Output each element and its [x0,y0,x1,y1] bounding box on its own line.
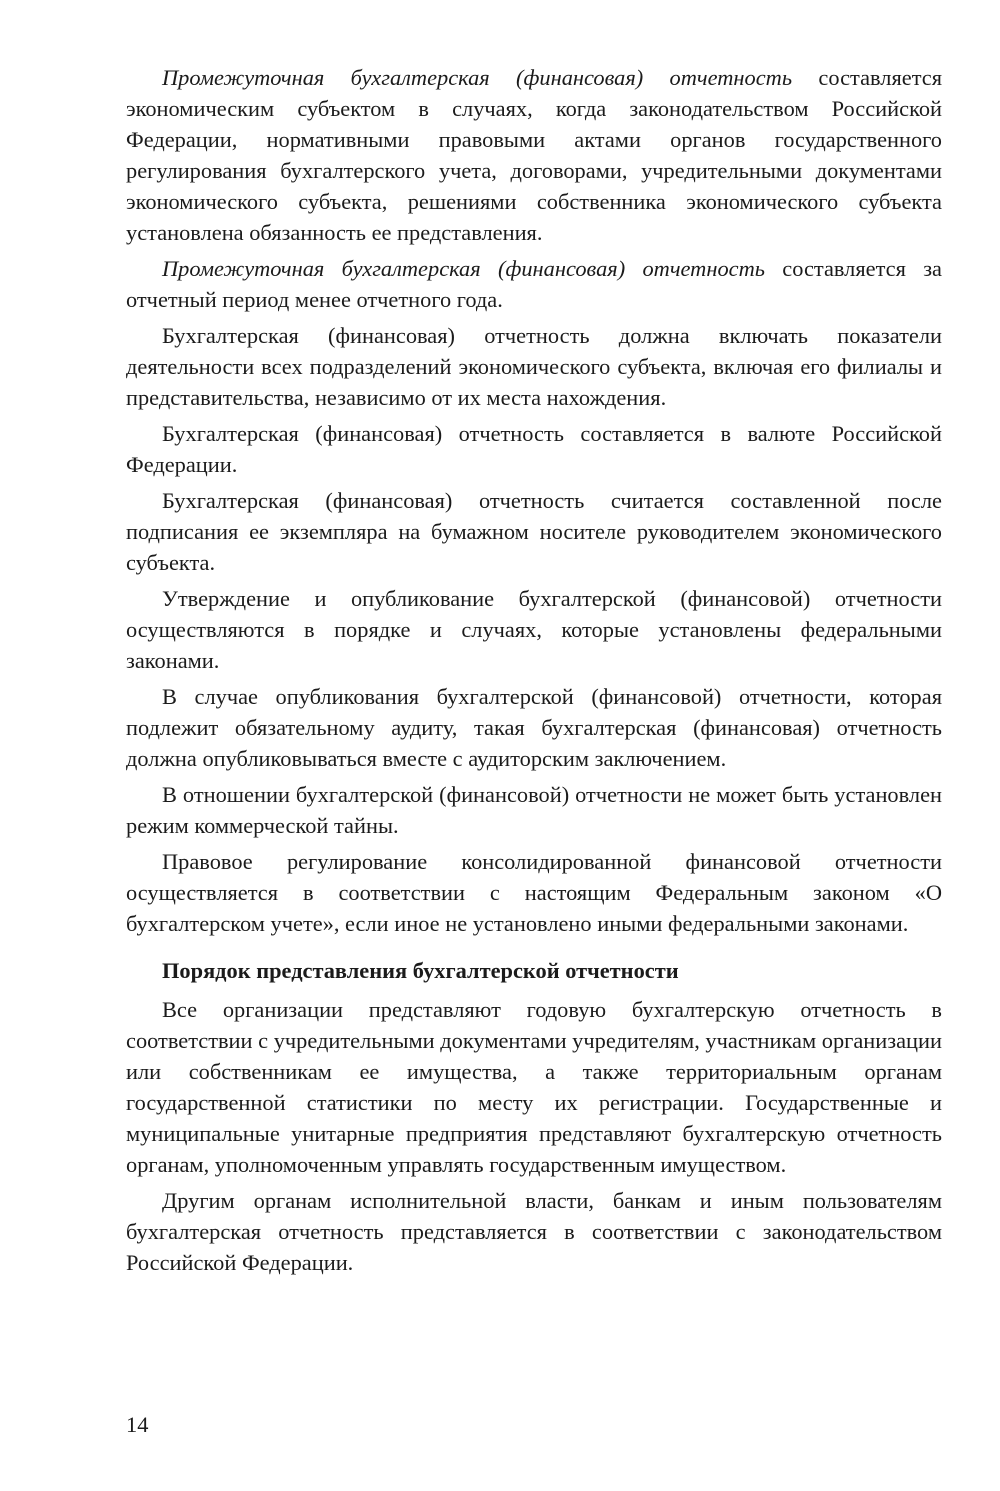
paragraph-text: составляется экономическим субъектом в случаях, когда законодательством Российской Федерации, нормативными правовыми актами органов государственного регулирования бухгалтерского учета, договорами, учредительными документами экономического субъекта, решениями собственника экономического субъекта установлена обязанность ее представления. [126,65,942,245]
paragraph-text: Правовое регулирование консолидированной финансовой отчетности осуществляется в соответствии с настоящим Федеральным законом «О бухгалтерском учете», если иное не установлено иными федеральными законами. [126,849,942,936]
paragraph-trade-secret [126,779,942,841]
paragraph-text: Все организации представляют годовую бухгалтерскую отчетность в соответствии с учредительными документами учредителям, участникам организации или собственникам ее имущества, а также территориальным органам государственной статистики по месту их регистрации. Государственные и муниципальные унитарные предприятия представляют бухгалтерскую отчетность органам, уполномоченным управлять государственным имуществом. [126,997,942,1177]
paragraph-text: Бухгалтерская (финансовая) отчетность составляется в валюте Российской Федерации. [126,421,942,477]
paragraph-audit-publication [126,681,942,774]
paragraph-interim-reporting-period [126,253,942,315]
paragraph-annual-submission [126,994,942,1180]
paragraph-text: составляется за отчетный период менее отчетного года. [126,256,942,312]
paragraph-text: В случае опубликования бухгалтерской (финансовой) отчетности, которая подлежит обязательному аудиту, такая бухгалтерская (финансовая) отчетность должна опубликовываться вместе с аудиторским заключением. [126,684,942,771]
paragraph-text: В отношении бухгалтерской (финансовой) отчетности не может быть установлен режим коммерческой тайны. [126,782,942,838]
paragraph-subdivisions [126,320,942,413]
paragraph-text: Другим органам исполнительной власти, банкам и иным пользователям бухгалтерская отчетность представляется в соответствии с законодательством Российской Федерации. [126,1188,942,1275]
paragraph-lead-italic: Промежуточная бухгалтерская (финансовая) отчетность [162,65,793,90]
paragraph-lead-italic: Промежуточная бухгалтерская (финансовая) отчетность [162,256,765,281]
paragraph-text: Бухгалтерская (финансовая) отчетность должна включать показатели деятельности всех подразделений экономического субъекта, включая его филиалы и представительства, независимо от их места нахождения. [126,323,942,410]
paragraph-currency [126,418,942,480]
paragraph-other-users [126,1185,942,1278]
paragraph-consolidated-regulation [126,846,942,939]
paragraph-interim-reporting-cases [126,62,942,248]
page-number: 14 [126,1412,149,1437]
paragraph-text: Утверждение и опубликование бухгалтерской (финансовой) отчетности осуществляются в порядке и случаях, которые установлены федеральными законами. [126,586,942,673]
paragraph-text: Бухгалтерская (финансовая) отчетность считается составленной после подписания ее экземпляра на бумажном носителе руководителем экономического субъекта. [126,488,942,575]
section-heading: Порядок представления бухгалтерской отчетности [162,958,679,983]
paragraph-signing [126,485,942,578]
paragraph-approval-publication [126,583,942,676]
page-body [126,62,942,1283]
